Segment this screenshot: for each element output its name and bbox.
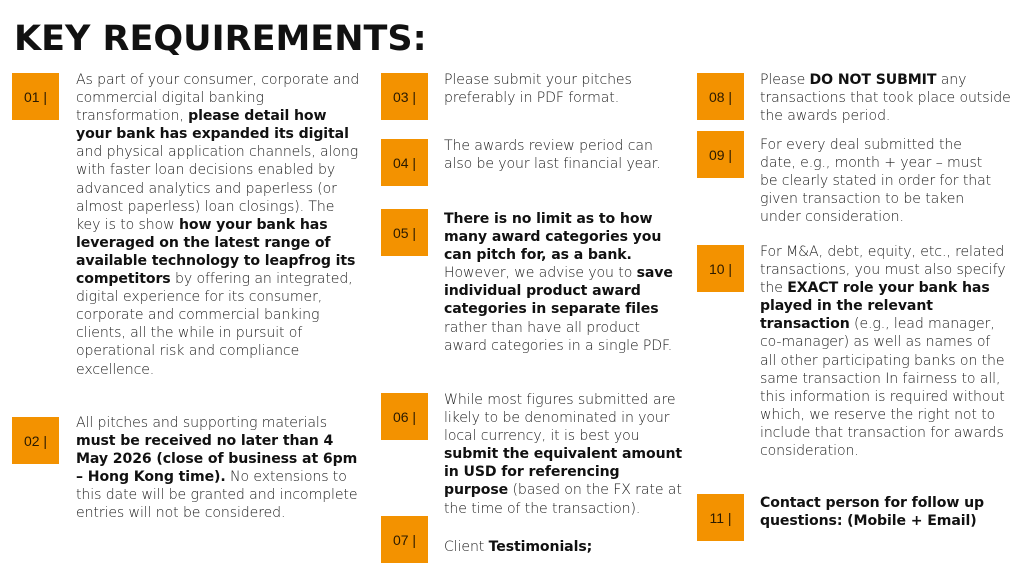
requirement-text <box>444 391 684 518</box>
number-badge: 01 | <box>12 73 59 120</box>
body-text: However, we advise you to <box>444 265 637 282</box>
number-badge: 08 | <box>697 73 744 120</box>
number-badge: 02 | <box>12 417 59 464</box>
body-text: Client <box>444 539 489 555</box>
number-badge: 11 | <box>697 494 744 541</box>
requirement-text <box>760 243 1008 460</box>
requirement-text <box>760 71 1012 125</box>
number-badge: 05 | <box>381 209 428 256</box>
body-text: As part of your consumer, corporate and commercial digital banking transformation, <box>76 72 360 125</box>
bold-text: please detail how your bank has expanded its digital <box>76 108 349 143</box>
bold-text: EXACT role your bank has played in the relevant transaction <box>760 280 990 333</box>
page-title: KEY REQUIREMENTS: <box>14 19 427 59</box>
requirement-text <box>76 414 361 523</box>
bold-text: Testimonials; <box>488 539 593 555</box>
body-text: All pitches and supporting materials <box>76 415 327 431</box>
body-text: While most figures submitted are likely to be denominated in your local currency, it is best you <box>444 392 676 445</box>
body-text: rather than have all product award categories in a single PDF. <box>444 319 673 354</box>
bold-text: There is no limit as to how many award categories you can pitch for, as a bank. <box>444 211 662 264</box>
body-text: No extensions to this date will be granted and incomplete entries will not be considered. <box>76 469 358 522</box>
body-text: For every deal submitted the date, e.g., month + year – must be clearly stated in order for that given transaction to be taken under consideration. <box>760 137 992 226</box>
number-badge: 03 | <box>381 73 428 120</box>
requirement-text <box>444 210 684 355</box>
bold-text: Contact person for follow up questions: (Mobile + Email) <box>760 495 984 530</box>
requirement-text <box>760 494 1000 530</box>
bold-text: save individual product award categories in separate files <box>444 265 673 318</box>
body-text: by offering an integrated, digital experience for its consumer, corporate and commercial banking clients, all the while in pursuit of operational risk and compliance excellence. <box>76 271 353 378</box>
number-badge: 06 | <box>381 393 428 440</box>
bold-text: DO NOT SUBMIT <box>809 72 937 88</box>
bold-text: must be received no later than 4 May 2026 (close of business at 6pm – Hong Kong time). <box>76 433 358 486</box>
requirement-text <box>76 71 361 379</box>
requirement-text <box>444 137 684 173</box>
body-text: For M&A, debt, equity, etc., related transactions, you must also specify the <box>760 244 1006 297</box>
body-text: any transactions that took place outside the awards period. <box>760 72 1011 125</box>
body-text: Please submit your pitches preferably in PDF format. <box>444 72 632 107</box>
requirement-text <box>444 538 684 556</box>
body-text: (based on the FX rate at the time of the transaction). <box>444 482 682 517</box>
body-text: and physical application channels, along with faster loan decisions enabled by advanced analytics and paperless (or almost paperless) loan closings). The key is to show <box>76 144 359 233</box>
number-badge: 10 | <box>697 245 744 292</box>
number-badge: 07 | <box>381 516 428 563</box>
body-text: Please <box>760 72 810 88</box>
number-badge: 09 | <box>697 131 744 178</box>
body-text: The awards review period can also be your last financial year. <box>444 138 661 173</box>
number-badge: 04 | <box>381 139 428 186</box>
bold-text: submit the equivalent amount in USD for referencing purpose <box>444 446 683 499</box>
bold-text: how your bank has leveraged on the latest range of available technology to leapfrog its competitors <box>76 216 356 288</box>
requirement-text <box>444 71 684 107</box>
requirement-text <box>760 136 1000 226</box>
body-text: (e.g., lead manager, co-manager) as well as names of all other participating banks on the same transaction In fairness to all, this information is required without which, we reserve the right not to include that transaction for awards consideration. <box>760 316 1005 460</box>
